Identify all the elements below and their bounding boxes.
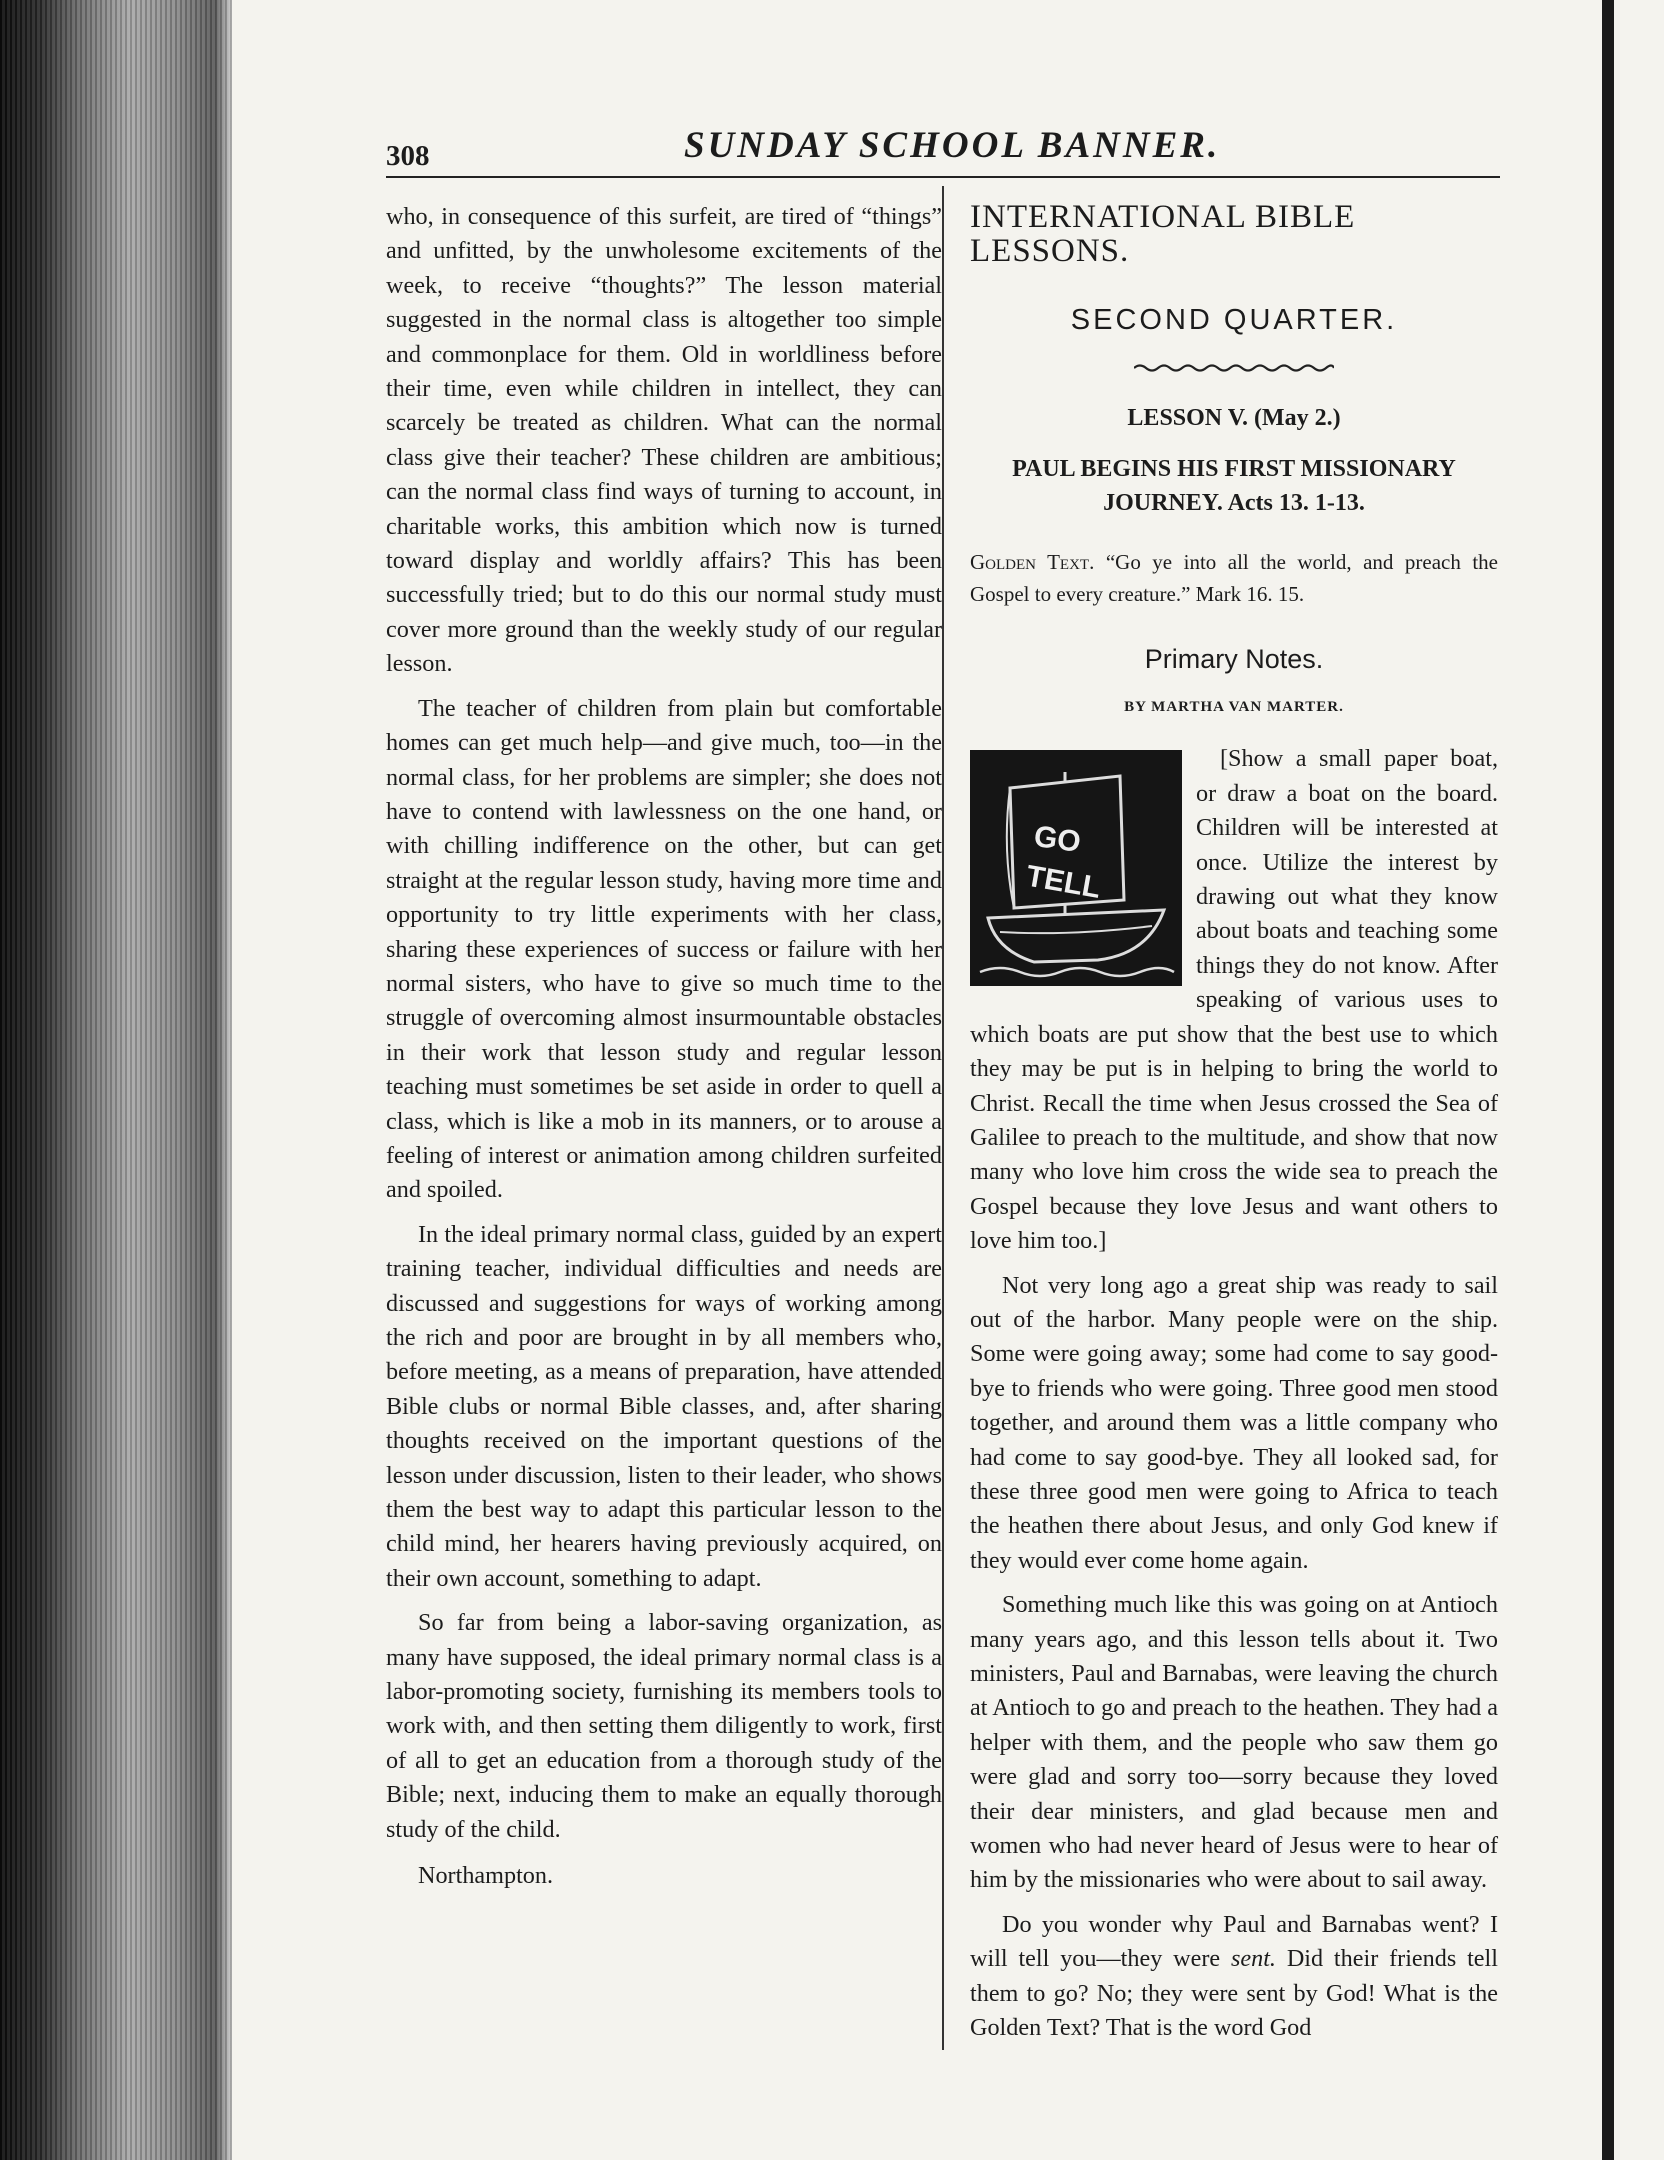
signoff: Northampton. — [418, 1862, 554, 1890]
golden-text-body: “Go ye into all the world, and preach the Gospel to every creature.” Mark 16. 15. — [970, 549, 1498, 606]
left-paragraph: In the ideal primary normal class, guided by an expert training teacher, individual difficulties and needs are discussed and suggestions for ways of working among the rich and poor are brought in by all members who, before meeting, as a means of preparation, have attended Bible clubs or normal Bible classes, and, after sharing thoughts received on the important questions of the lesson under discussion, listen to their leader, who shows them the best way to adapt this particular lesson to the child mind, her hearers having previously acquired, on their own account, something to adapt. — [386, 1220, 942, 1592]
boat-paragraph-text: [Show a small paper boat, or draw a boat on the board. Children will be interested at once. Utilize the interest by drawing out what they know about boats and teaching some things they do not know. After speaking of various uses to which boats are put show that the best use to which they may be put is in helping to bring the world to Christ. Recall the time when Jesus crossed the Sea of Galilee to preach to the multitude, and show that now many who love him cross the wide sea to preach the Gospel because they love Jesus and want others to love him too.] — [970, 745, 1498, 1255]
lesson-title: PAUL BEGINS HIS FIRST MISSIONARY JOURNEY. Acts 13. 1-13. — [1012, 455, 1456, 516]
left-column — [386, 200, 942, 1894]
right-paragraph: Not very long ago a great ship was ready to sail out of the harbor. Many people were on the ship. Some were going away; some had come to say good-bye to friends who were going. Three good men stood together, and around them was a little company who had come to say good-bye. They all looked sad, for these three good men were going to Africa to teach the heathen there about Jesus, and only God knew if they would ever come home again. — [970, 1271, 1498, 1574]
left-paragraph: The teacher of children from plain but comfortable homes can get much help—and give much, too—in the normal class, for her problems are simpler; she does not have to contend with lawlessness on the one hand, or with chilling indifference on the other, but can get straight at the regular lesson study, having more time and opportunity to try little experiments with her class, sharing these experiences of success or failure with her normal sisters, who have to give so much time to the struggle of overcoming almost insurmountable obstacles in their work that lesson study and regular lesson teaching must sometimes be set aside in order to quell a class, which is like a mob in its manners, or to arouse a feeling of interest or animation among children surfeited and spoiled. — [386, 694, 942, 1204]
right-paragraph-last-a: Do you wonder why Paul and Barnabas went? I will tell you—they were — [970, 1910, 1498, 1973]
notes-title: Primary Notes. — [1144, 643, 1324, 674]
next-page-edge — [1602, 0, 1664, 2160]
running-head: SUNDAY SCHOOL BANNER. — [684, 125, 1221, 166]
right-paragraph-last — [970, 1908, 1498, 2046]
right-paragraph: Something much like this was going on at Antioch many years ago, and this lesson tells about it. Two ministers, Paul and Barnabas, were leaving the church at Antioch to go and preach to the heathen. They had a helper with them, and the people who saw them go were glad and sorry too—sorry because they loved their dear ministers, and glad because men and women who had never heard of Jesus were to hear of him by the missionaries who were about to sail away. — [970, 1591, 1498, 1894]
section-title: INTERNATIONAL BIBLE LESSONS. — [970, 199, 1356, 270]
lesson-number: LESSON V. (May 2.) — [1127, 405, 1341, 432]
left-paragraph: who, in consequence of this surfeit, are tired of “things” and unfitted, by the unwholesome excitements of the week, to receive “thoughts?” The lesson material suggested in the normal class is altogether too simple and commonplace for them. Old in worldliness before their time, even while children in intellect, they can scarcely be treated as children. What can the normal class give their teacher? These children are ambitious; can the normal class find ways of turning to account, in charitable works, this ambition which now is turned toward display and worldly affairs? This has been successfully tried; but to do this our normal study must cover more ground than the weekly study of our regular lesson. — [386, 203, 942, 678]
sail-word-tell: TELL — [1023, 859, 1104, 906]
wavy-rule-ornament — [1134, 361, 1334, 375]
column-divider — [942, 186, 944, 2050]
page-header — [386, 124, 1500, 178]
left-paragraph: So far from being a labor-saving organization, as many have supposed, the ideal primary normal class is a labor-promoting society, furnishing its members tools to work with, and then setting them diligently to work, first of all to get an education from a thorough study of the Bible; next, inducing them to make an equally thorough study of the child. — [386, 1609, 942, 1843]
byline: BY MARTHA VAN MARTER. — [1124, 699, 1344, 716]
golden-text — [970, 546, 1498, 610]
sail-word-go: GO — [1031, 820, 1083, 860]
book-binding — [0, 0, 232, 2160]
right-paragraph-last-b: Did their friends tell them to go? No; they were sent by God! What is the Golden Text? That is the word God — [970, 1945, 1498, 2042]
boat-paragraph — [970, 742, 1498, 1258]
golden-text-label: Golden Text. — [970, 549, 1095, 574]
page-number: 308 — [386, 140, 430, 172]
quarter-heading: SECOND QUARTER. — [1070, 303, 1398, 336]
italic-word-sent: sent. — [1230, 1945, 1276, 1973]
right-column — [970, 200, 1498, 2045]
go-tell-boat-illustration — [970, 750, 1182, 986]
